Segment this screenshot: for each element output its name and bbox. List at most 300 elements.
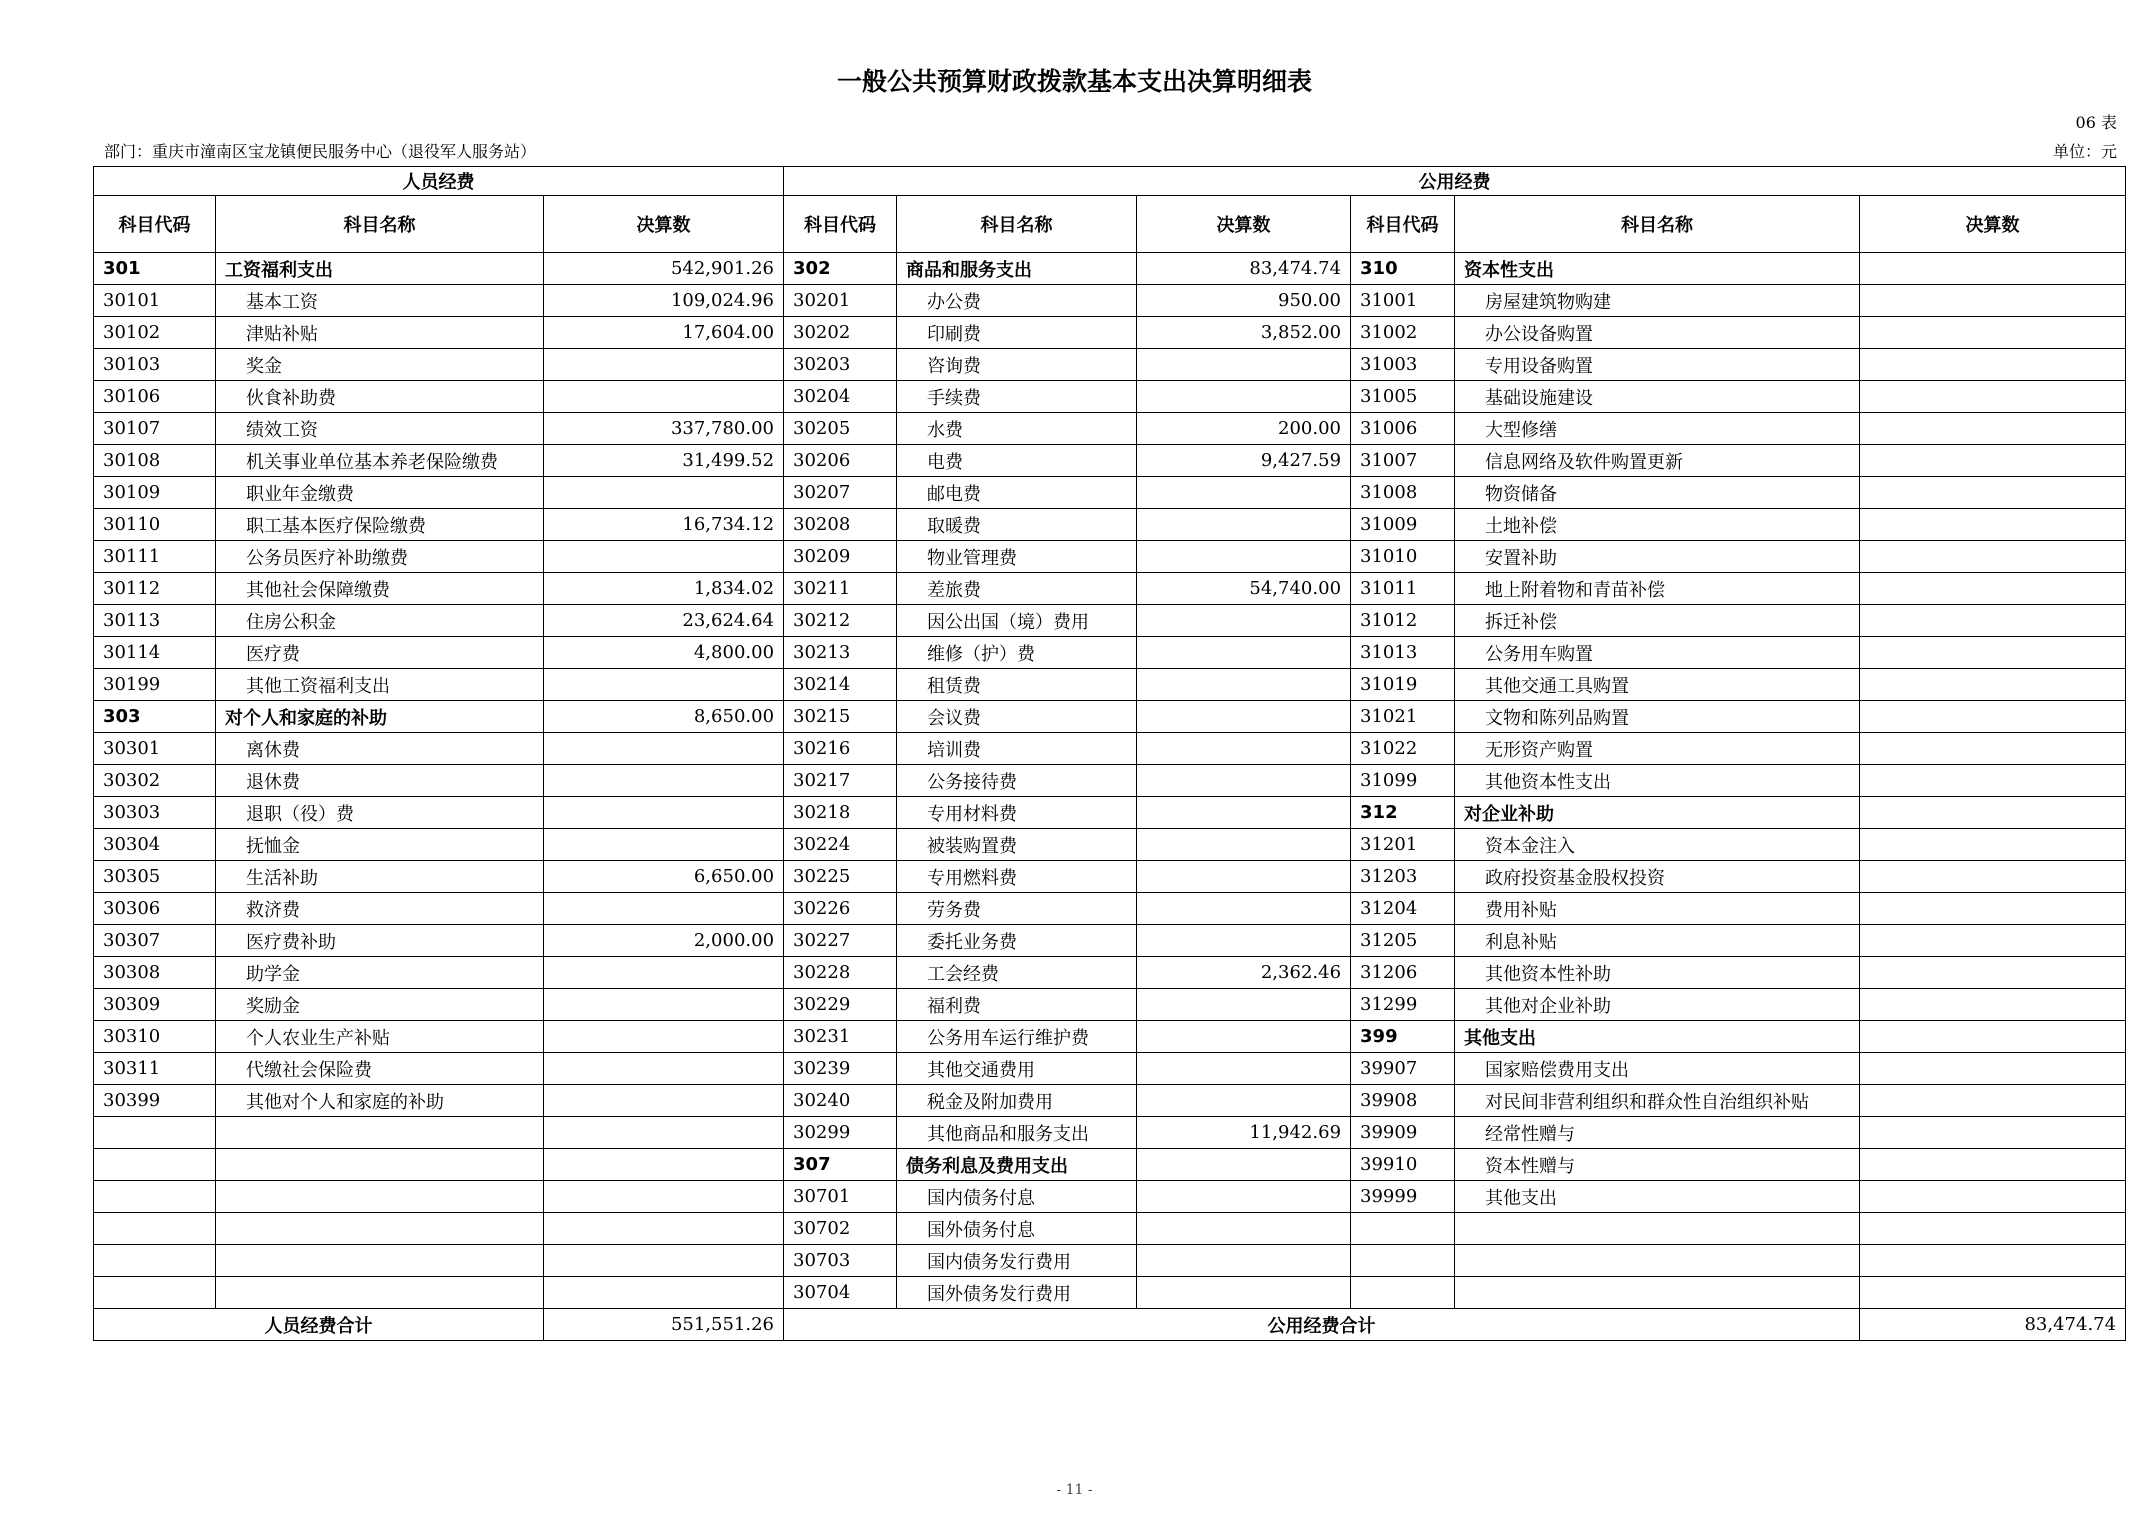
subject-code-cell: 30114 bbox=[94, 637, 216, 669]
subject-code-cell: 30203 bbox=[784, 349, 897, 381]
subject-code-cell bbox=[1351, 1245, 1455, 1277]
amount-cell bbox=[544, 893, 784, 925]
subject-name-cell: 取暖费 bbox=[897, 509, 1137, 541]
amount-cell bbox=[1860, 989, 2126, 1021]
amount-cell bbox=[1860, 605, 2126, 637]
subject-name-cell: 职工基本医疗保险缴费 bbox=[216, 509, 544, 541]
subject-name-cell: 印刷费 bbox=[897, 317, 1137, 349]
table-row bbox=[94, 1021, 2126, 1053]
subject-name-cell: 对个人和家庭的补助 bbox=[216, 701, 544, 733]
subject-code-cell: 31001 bbox=[1351, 285, 1455, 317]
table-row bbox=[94, 925, 2126, 957]
amount-cell bbox=[1860, 1277, 2126, 1309]
subject-code-cell: 30701 bbox=[784, 1181, 897, 1213]
amount-cell bbox=[544, 765, 784, 797]
amount-cell bbox=[1860, 1117, 2126, 1149]
subject-code-cell: 31021 bbox=[1351, 701, 1455, 733]
subject-code-cell: 31201 bbox=[1351, 829, 1455, 861]
subject-name-cell: 培训费 bbox=[897, 733, 1137, 765]
subject-name-cell: 专用设备购置 bbox=[1455, 349, 1860, 381]
table-row bbox=[94, 541, 2126, 573]
amount-cell bbox=[1860, 285, 2126, 317]
amount-cell bbox=[1860, 1245, 2126, 1277]
subject-name-cell: 其他工资福利支出 bbox=[216, 669, 544, 701]
subject-code-cell: 30309 bbox=[94, 989, 216, 1021]
amount-cell: 542,901.26 bbox=[544, 253, 784, 285]
totals-row bbox=[94, 1309, 2126, 1341]
subject-code-cell: 31205 bbox=[1351, 925, 1455, 957]
amount-cell bbox=[544, 349, 784, 381]
amount-cell bbox=[544, 1277, 784, 1309]
amount-cell bbox=[1860, 541, 2126, 573]
amount-cell bbox=[1137, 541, 1351, 573]
subject-name-cell: 国内债务发行费用 bbox=[897, 1245, 1137, 1277]
subject-name-cell: 其他商品和服务支出 bbox=[897, 1117, 1137, 1149]
subject-code-cell bbox=[94, 1149, 216, 1181]
amount-cell bbox=[1860, 637, 2126, 669]
subject-code-cell: 30110 bbox=[94, 509, 216, 541]
subject-code-cell: 31006 bbox=[1351, 413, 1455, 445]
amount-cell bbox=[1137, 861, 1351, 893]
amount-cell bbox=[544, 1149, 784, 1181]
subject-code-cell: 30215 bbox=[784, 701, 897, 733]
subject-code-cell: 301 bbox=[94, 253, 216, 285]
subject-code-cell: 30301 bbox=[94, 733, 216, 765]
subject-code-cell: 31010 bbox=[1351, 541, 1455, 573]
subject-name-cell: 土地补偿 bbox=[1455, 509, 1860, 541]
subject-code-cell: 31013 bbox=[1351, 637, 1455, 669]
subject-name-cell: 办公费 bbox=[897, 285, 1137, 317]
amount-cell bbox=[1860, 829, 2126, 861]
amount-cell bbox=[1137, 605, 1351, 637]
table-row bbox=[94, 797, 2126, 829]
subject-code-cell: 30214 bbox=[784, 669, 897, 701]
subject-code-cell: 30308 bbox=[94, 957, 216, 989]
subject-code-cell: 30211 bbox=[784, 573, 897, 605]
amount-cell: 2,362.46 bbox=[1137, 957, 1351, 989]
subject-code-cell: 30702 bbox=[784, 1213, 897, 1245]
subject-name-cell: 工会经费 bbox=[897, 957, 1137, 989]
subject-code-cell: 31019 bbox=[1351, 669, 1455, 701]
subject-code-cell: 30103 bbox=[94, 349, 216, 381]
amount-cell: 17,604.00 bbox=[544, 317, 784, 349]
amount-cell bbox=[544, 957, 784, 989]
subject-name-cell: 对民间非营利组织和群众性自治组织补贴 bbox=[1455, 1085, 1860, 1117]
amount-cell bbox=[1860, 1085, 2126, 1117]
subject-name-cell: 公务用车运行维护费 bbox=[897, 1021, 1137, 1053]
subject-name-cell: 商品和服务支出 bbox=[897, 253, 1137, 285]
subject-name-cell: 基本工资 bbox=[216, 285, 544, 317]
subject-code-cell bbox=[1351, 1277, 1455, 1309]
amount-cell bbox=[1137, 1053, 1351, 1085]
subject-name-cell: 津贴补贴 bbox=[216, 317, 544, 349]
subject-name-cell: 其他支出 bbox=[1455, 1021, 1860, 1053]
subject-name-cell: 经常性赠与 bbox=[1455, 1117, 1860, 1149]
table-row bbox=[94, 733, 2126, 765]
subject-code-cell: 30226 bbox=[784, 893, 897, 925]
amount-cell bbox=[1860, 701, 2126, 733]
subject-code-cell: 30109 bbox=[94, 477, 216, 509]
subject-name-cell: 被装购置费 bbox=[897, 829, 1137, 861]
amount-cell: 4,800.00 bbox=[544, 637, 784, 669]
amount-cell: 337,780.00 bbox=[544, 413, 784, 445]
subject-code-cell: 30201 bbox=[784, 285, 897, 317]
page-number: - 11 - bbox=[1056, 1482, 1093, 1498]
subject-name-cell: 其他资本性补助 bbox=[1455, 957, 1860, 989]
subject-code-cell: 39908 bbox=[1351, 1085, 1455, 1117]
subject-code-cell: 31203 bbox=[1351, 861, 1455, 893]
amount-cell bbox=[544, 541, 784, 573]
amount-cell bbox=[1137, 1181, 1351, 1213]
subject-name-cell: 物业管理费 bbox=[897, 541, 1137, 573]
subject-code-cell: 30225 bbox=[784, 861, 897, 893]
amount-cell: 83,474.74 bbox=[1137, 253, 1351, 285]
table-row bbox=[94, 1213, 2126, 1245]
subject-code-cell: 30305 bbox=[94, 861, 216, 893]
subject-code-cell: 30240 bbox=[784, 1085, 897, 1117]
amount-cell: 950.00 bbox=[1137, 285, 1351, 317]
subject-code-cell: 30311 bbox=[94, 1053, 216, 1085]
subject-code-cell bbox=[94, 1245, 216, 1277]
amount-cell bbox=[1860, 1149, 2126, 1181]
table-row bbox=[94, 317, 2126, 349]
column-header-name: 科目名称 bbox=[897, 196, 1137, 253]
subject-name-cell: 救济费 bbox=[216, 893, 544, 925]
amount-cell: 9,427.59 bbox=[1137, 445, 1351, 477]
table-row bbox=[94, 1053, 2126, 1085]
subject-code-cell: 31007 bbox=[1351, 445, 1455, 477]
subject-name-cell: 资本性赠与 bbox=[1455, 1149, 1860, 1181]
personnel-total-label: 人员经费合计 bbox=[94, 1309, 544, 1341]
table-row bbox=[94, 477, 2126, 509]
amount-cell bbox=[1137, 701, 1351, 733]
subject-name-cell bbox=[1455, 1213, 1860, 1245]
amount-cell bbox=[1137, 829, 1351, 861]
public-total-label: 公用经费合计 bbox=[784, 1309, 1860, 1341]
subject-code-cell: 399 bbox=[1351, 1021, 1455, 1053]
subject-code-cell: 312 bbox=[1351, 797, 1455, 829]
subject-name-cell: 个人农业生产补贴 bbox=[216, 1021, 544, 1053]
subject-code-cell bbox=[94, 1277, 216, 1309]
amount-cell bbox=[1860, 669, 2126, 701]
subject-name-cell: 拆迁补偿 bbox=[1455, 605, 1860, 637]
subject-name-cell: 无形资产购置 bbox=[1455, 733, 1860, 765]
amount-cell bbox=[1860, 1021, 2126, 1053]
subject-code-cell: 30216 bbox=[784, 733, 897, 765]
amount-cell bbox=[1137, 349, 1351, 381]
amount-cell: 54,740.00 bbox=[1137, 573, 1351, 605]
amount-cell: 16,734.12 bbox=[544, 509, 784, 541]
amount-cell bbox=[1137, 1149, 1351, 1181]
subject-name-cell: 地上附着物和青苗补偿 bbox=[1455, 573, 1860, 605]
personnel-section-header: 人员经费 bbox=[94, 167, 784, 196]
subject-code-cell: 30208 bbox=[784, 509, 897, 541]
column-header-code: 科目代码 bbox=[1351, 196, 1455, 253]
amount-cell bbox=[1137, 477, 1351, 509]
subject-code-cell: 30307 bbox=[94, 925, 216, 957]
subject-name-cell bbox=[216, 1245, 544, 1277]
subject-name-cell: 退职（役）费 bbox=[216, 797, 544, 829]
subject-name-cell: 利息补贴 bbox=[1455, 925, 1860, 957]
amount-cell bbox=[1137, 669, 1351, 701]
subject-name-cell: 公务接待费 bbox=[897, 765, 1137, 797]
subject-code-cell: 30703 bbox=[784, 1245, 897, 1277]
subject-name-cell: 文物和陈列品购置 bbox=[1455, 701, 1860, 733]
amount-cell bbox=[544, 1213, 784, 1245]
amount-cell bbox=[544, 829, 784, 861]
amount-cell bbox=[1860, 733, 2126, 765]
subject-code-cell: 30217 bbox=[784, 765, 897, 797]
table-row bbox=[94, 1085, 2126, 1117]
table-row bbox=[94, 509, 2126, 541]
public-total-value: 83,474.74 bbox=[1860, 1309, 2126, 1341]
form-number: 06 表 bbox=[2075, 113, 2117, 132]
subject-name-cell: 伙食补助费 bbox=[216, 381, 544, 413]
amount-cell bbox=[1860, 509, 2126, 541]
subject-name-cell bbox=[216, 1181, 544, 1213]
subject-name-cell: 电费 bbox=[897, 445, 1137, 477]
table-row bbox=[94, 253, 2126, 285]
subject-code-cell: 30299 bbox=[784, 1117, 897, 1149]
table-row bbox=[94, 893, 2126, 925]
subject-code-cell: 39907 bbox=[1351, 1053, 1455, 1085]
page-title: 一般公共预算财政拨款基本支出决算明细表 bbox=[836, 67, 1312, 96]
subject-name-cell: 债务利息及费用支出 bbox=[897, 1149, 1137, 1181]
table-row bbox=[94, 957, 2126, 989]
subject-name-cell: 住房公积金 bbox=[216, 605, 544, 637]
table-row bbox=[94, 861, 2126, 893]
column-header-name: 科目名称 bbox=[1455, 196, 1860, 253]
subject-code-cell: 31206 bbox=[1351, 957, 1455, 989]
amount-cell bbox=[544, 669, 784, 701]
table-row bbox=[94, 1181, 2126, 1213]
subject-code-cell: 30111 bbox=[94, 541, 216, 573]
amount-cell: 23,624.64 bbox=[544, 605, 784, 637]
subject-code-cell: 39999 bbox=[1351, 1181, 1455, 1213]
amount-cell bbox=[1137, 1085, 1351, 1117]
subject-name-cell: 手续费 bbox=[897, 381, 1137, 413]
subject-name-cell: 物资储备 bbox=[1455, 477, 1860, 509]
subject-code-cell: 31005 bbox=[1351, 381, 1455, 413]
subject-name-cell: 福利费 bbox=[897, 989, 1137, 1021]
subject-name-cell: 资本金注入 bbox=[1455, 829, 1860, 861]
amount-cell bbox=[1137, 797, 1351, 829]
subject-name-cell: 国内债务付息 bbox=[897, 1181, 1137, 1213]
subject-name-cell: 费用补贴 bbox=[1455, 893, 1860, 925]
subject-name-cell: 租赁费 bbox=[897, 669, 1137, 701]
subject-code-cell: 310 bbox=[1351, 253, 1455, 285]
subject-code-cell: 31011 bbox=[1351, 573, 1455, 605]
subject-code-cell: 30302 bbox=[94, 765, 216, 797]
subject-name-cell: 职业年金缴费 bbox=[216, 477, 544, 509]
subject-name-cell: 奖金 bbox=[216, 349, 544, 381]
amount-cell bbox=[1137, 765, 1351, 797]
subject-code-cell: 31009 bbox=[1351, 509, 1455, 541]
subject-name-cell: 医疗费补助 bbox=[216, 925, 544, 957]
amount-cell bbox=[1137, 637, 1351, 669]
subject-name-cell: 对企业补助 bbox=[1455, 797, 1860, 829]
amount-cell: 200.00 bbox=[1137, 413, 1351, 445]
unit-label: 单位：元 bbox=[2052, 142, 2117, 161]
subject-code-cell: 30399 bbox=[94, 1085, 216, 1117]
subject-name-cell: 助学金 bbox=[216, 957, 544, 989]
subject-name-cell: 其他对个人和家庭的补助 bbox=[216, 1085, 544, 1117]
subject-code-cell: 30207 bbox=[784, 477, 897, 509]
table-row bbox=[94, 413, 2126, 445]
amount-cell bbox=[1860, 445, 2126, 477]
amount-cell bbox=[1860, 893, 2126, 925]
subject-name-cell: 信息网络及软件购置更新 bbox=[1455, 445, 1860, 477]
department-label: 部门：重庆市潼南区宝龙镇便民服务中心（退役军人服务站） bbox=[104, 142, 537, 161]
table-row bbox=[94, 669, 2126, 701]
subject-code-cell: 30229 bbox=[784, 989, 897, 1021]
subject-name-cell: 公务员医疗补助缴费 bbox=[216, 541, 544, 573]
amount-cell bbox=[544, 733, 784, 765]
column-header-name: 科目名称 bbox=[216, 196, 544, 253]
amount-cell bbox=[1860, 317, 2126, 349]
subject-code-cell: 30199 bbox=[94, 669, 216, 701]
public-section-header: 公用经费 bbox=[784, 167, 2126, 196]
subject-code-cell: 31002 bbox=[1351, 317, 1455, 349]
table-row bbox=[94, 637, 2126, 669]
amount-cell bbox=[1860, 797, 2126, 829]
subject-code-cell: 30113 bbox=[94, 605, 216, 637]
subject-code-cell bbox=[94, 1181, 216, 1213]
subject-code-cell: 30202 bbox=[784, 317, 897, 349]
subject-code-cell bbox=[94, 1117, 216, 1149]
subject-code-cell: 30310 bbox=[94, 1021, 216, 1053]
subject-name-cell: 维修（护）费 bbox=[897, 637, 1137, 669]
subject-code-cell: 31003 bbox=[1351, 349, 1455, 381]
subject-name-cell: 国家赔偿费用支出 bbox=[1455, 1053, 1860, 1085]
subject-name-cell: 生活补助 bbox=[216, 861, 544, 893]
subject-code-cell: 31299 bbox=[1351, 989, 1455, 1021]
amount-cell bbox=[1860, 413, 2126, 445]
subject-name-cell: 机关事业单位基本养老保险缴费 bbox=[216, 445, 544, 477]
subject-code-cell: 31022 bbox=[1351, 733, 1455, 765]
subject-name-cell: 房屋建筑物购建 bbox=[1455, 285, 1860, 317]
amount-cell bbox=[1860, 1053, 2126, 1085]
amount-cell bbox=[1860, 1213, 2126, 1245]
subject-code-cell: 31008 bbox=[1351, 477, 1455, 509]
subject-code-cell: 30212 bbox=[784, 605, 897, 637]
table-row bbox=[94, 829, 2126, 861]
subject-code-cell bbox=[1351, 1213, 1455, 1245]
amount-cell bbox=[1137, 1021, 1351, 1053]
subject-name-cell: 医疗费 bbox=[216, 637, 544, 669]
subject-code-cell: 30206 bbox=[784, 445, 897, 477]
subject-name-cell: 政府投资基金股权投资 bbox=[1455, 861, 1860, 893]
amount-cell bbox=[1137, 509, 1351, 541]
column-header-amount: 决算数 bbox=[544, 196, 784, 253]
amount-cell: 2,000.00 bbox=[544, 925, 784, 957]
subject-name-cell: 公务用车购置 bbox=[1455, 637, 1860, 669]
subject-name-cell: 邮电费 bbox=[897, 477, 1137, 509]
subject-code-cell: 30227 bbox=[784, 925, 897, 957]
amount-cell bbox=[544, 381, 784, 413]
expenditure-table bbox=[93, 166, 2126, 1341]
column-header-code: 科目代码 bbox=[94, 196, 216, 253]
table-row bbox=[94, 765, 2126, 797]
amount-cell: 31,499.52 bbox=[544, 445, 784, 477]
amount-cell bbox=[544, 1021, 784, 1053]
subject-code-cell: 30231 bbox=[784, 1021, 897, 1053]
subject-name-cell: 其他资本性支出 bbox=[1455, 765, 1860, 797]
subject-code-cell: 31012 bbox=[1351, 605, 1455, 637]
amount-cell bbox=[544, 1053, 784, 1085]
column-header-amount: 决算数 bbox=[1860, 196, 2126, 253]
amount-cell bbox=[544, 1181, 784, 1213]
subject-code-cell: 30101 bbox=[94, 285, 216, 317]
subject-code-cell: 31099 bbox=[1351, 765, 1455, 797]
subject-name-cell: 其他对企业补助 bbox=[1455, 989, 1860, 1021]
subject-code-cell: 30213 bbox=[784, 637, 897, 669]
subject-code-cell: 31204 bbox=[1351, 893, 1455, 925]
subject-name-cell: 咨询费 bbox=[897, 349, 1137, 381]
subject-name-cell: 专用燃料费 bbox=[897, 861, 1137, 893]
subject-name-cell: 国外债务发行费用 bbox=[897, 1277, 1137, 1309]
subject-code-cell: 302 bbox=[784, 253, 897, 285]
subject-name-cell: 抚恤金 bbox=[216, 829, 544, 861]
table-row bbox=[94, 989, 2126, 1021]
subject-name-cell: 工资福利支出 bbox=[216, 253, 544, 285]
subject-name-cell: 基础设施建设 bbox=[1455, 381, 1860, 413]
amount-cell bbox=[544, 1245, 784, 1277]
subject-code-cell: 30107 bbox=[94, 413, 216, 445]
subject-code-cell bbox=[94, 1213, 216, 1245]
subject-name-cell: 国外债务付息 bbox=[897, 1213, 1137, 1245]
table-row bbox=[94, 1277, 2126, 1309]
amount-cell bbox=[544, 477, 784, 509]
subject-code-cell: 30304 bbox=[94, 829, 216, 861]
subject-name-cell: 其他社会保障缴费 bbox=[216, 573, 544, 605]
amount-cell bbox=[544, 1085, 784, 1117]
amount-cell bbox=[1860, 1181, 2126, 1213]
subject-code-cell: 39909 bbox=[1351, 1117, 1455, 1149]
amount-cell: 109,024.96 bbox=[544, 285, 784, 317]
subject-code-cell: 303 bbox=[94, 701, 216, 733]
amount-cell bbox=[1860, 925, 2126, 957]
subject-name-cell: 其他交通费用 bbox=[897, 1053, 1137, 1085]
subject-code-cell: 30303 bbox=[94, 797, 216, 829]
table-row bbox=[94, 381, 2126, 413]
subject-name-cell: 绩效工资 bbox=[216, 413, 544, 445]
amount-cell: 3,852.00 bbox=[1137, 317, 1351, 349]
subject-code-cell: 39910 bbox=[1351, 1149, 1455, 1181]
subject-name-cell: 因公出国（境）费用 bbox=[897, 605, 1137, 637]
subject-name-cell: 劳务费 bbox=[897, 893, 1137, 925]
subject-name-cell: 委托业务费 bbox=[897, 925, 1137, 957]
amount-cell bbox=[1860, 765, 2126, 797]
amount-cell bbox=[1860, 349, 2126, 381]
subject-code-cell: 30228 bbox=[784, 957, 897, 989]
subject-code-cell: 307 bbox=[784, 1149, 897, 1181]
subject-name-cell bbox=[1455, 1277, 1860, 1309]
table-row bbox=[94, 349, 2126, 381]
table-row bbox=[94, 1149, 2126, 1181]
subject-name-cell: 安置补助 bbox=[1455, 541, 1860, 573]
subject-code-cell: 30224 bbox=[784, 829, 897, 861]
amount-cell bbox=[544, 1117, 784, 1149]
subject-name-cell: 大型修缮 bbox=[1455, 413, 1860, 445]
amount-cell bbox=[1137, 893, 1351, 925]
amount-cell: 6,650.00 bbox=[544, 861, 784, 893]
amount-cell: 11,942.69 bbox=[1137, 1117, 1351, 1149]
subject-code-cell: 30102 bbox=[94, 317, 216, 349]
subject-code-cell: 30306 bbox=[94, 893, 216, 925]
amount-cell: 1,834.02 bbox=[544, 573, 784, 605]
subject-code-cell: 30704 bbox=[784, 1277, 897, 1309]
